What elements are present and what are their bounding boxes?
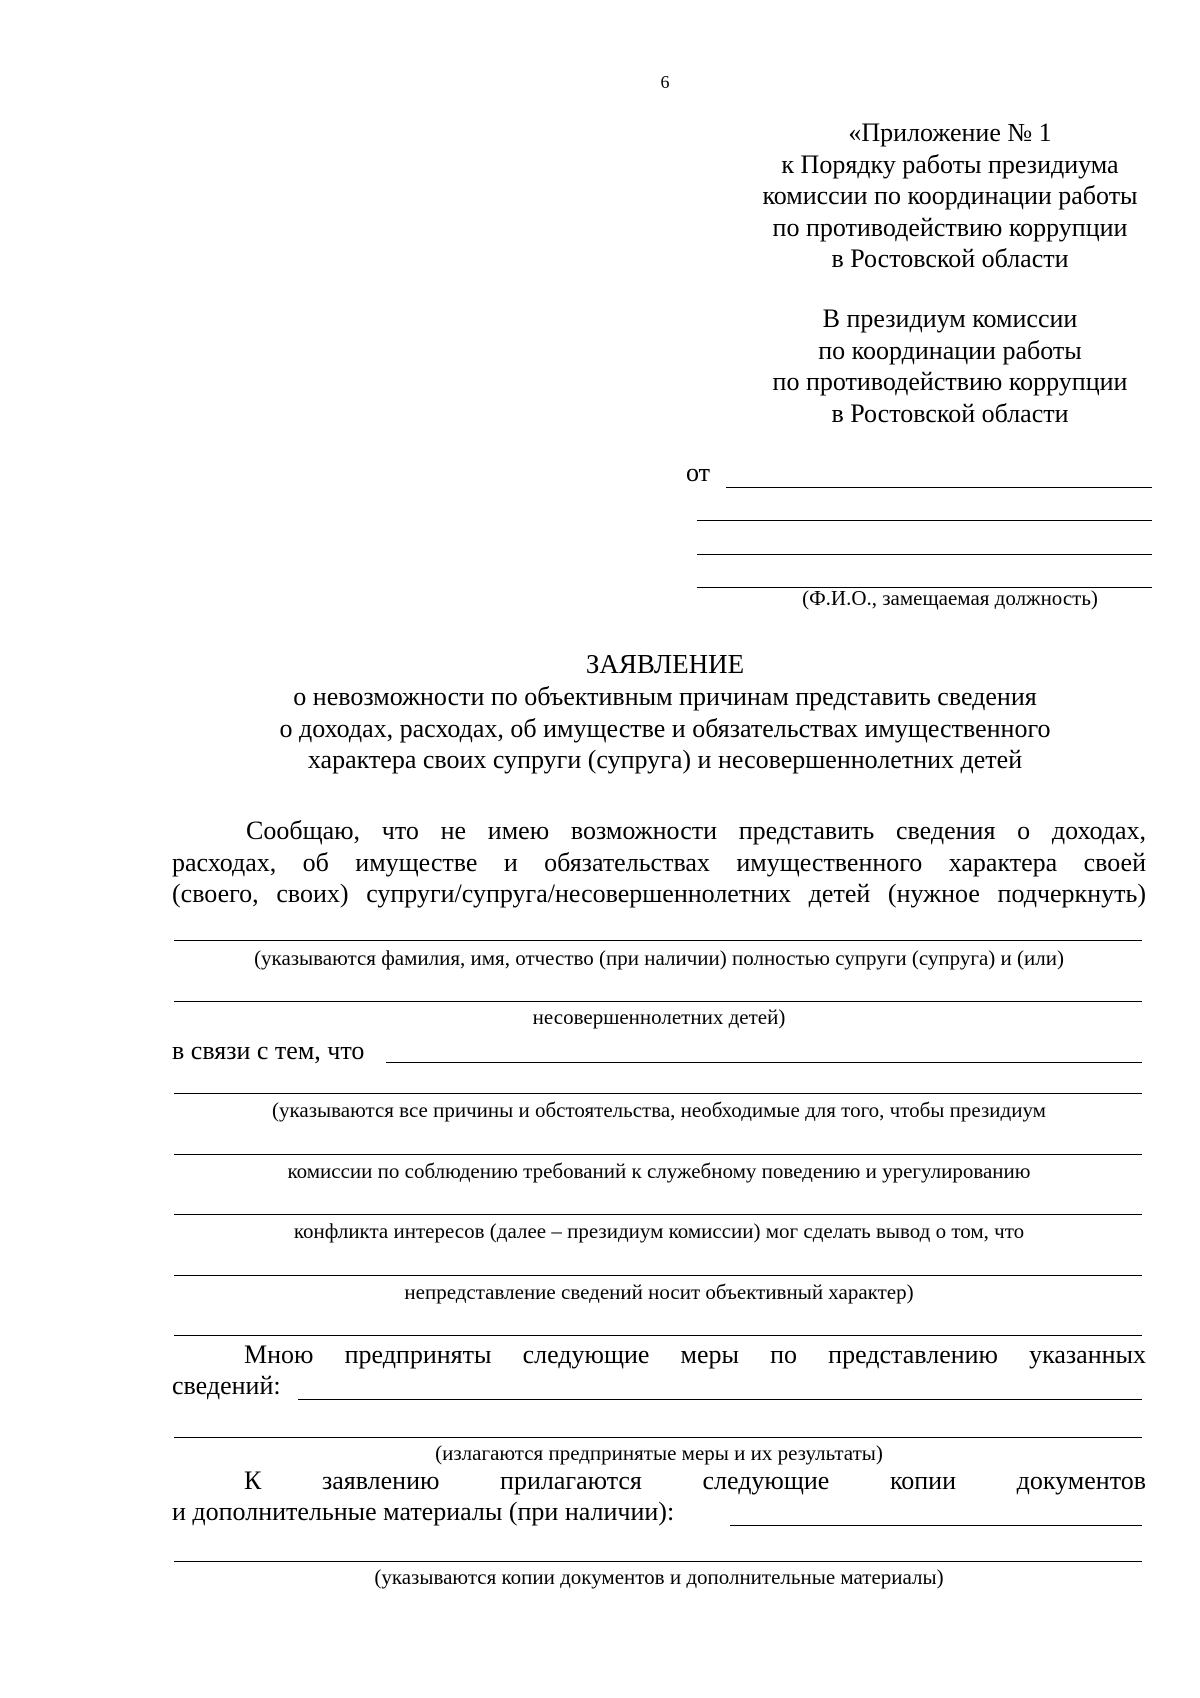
addressee-block	[700, 303, 1200, 429]
paragraph-line: (своего, своих) супруги/супруга/несовершеннолетних детей (нужное подчеркнуть)	[172, 879, 1146, 908]
measures-input-line[interactable]	[174, 1437, 1142, 1438]
appendix-header	[700, 117, 1200, 275]
measures-caption: (излагаются предпринятые меры и их результаты)	[435, 1441, 883, 1465]
addressee-line: в Ростовской области	[831, 398, 1069, 428]
attachments-paragraph	[172, 1465, 1146, 1497]
subtitle-line: о доходах, расходах, об имуществе и обязательствах имущественного	[279, 713, 1051, 743]
measures-paragraph	[172, 1339, 1146, 1371]
measures-label: сведений:	[172, 1371, 281, 1400]
page-number: 6	[660, 72, 670, 92]
measures-input-line[interactable]	[298, 1399, 1142, 1400]
appendix-line: к Порядку работы президиума	[781, 149, 1119, 179]
reason-input-line[interactable]	[174, 1214, 1142, 1215]
reason-input-line[interactable]	[174, 1154, 1142, 1155]
fio-input-line[interactable]	[726, 487, 1152, 488]
reason-caption: (указываются все причины и обстоятельства, необходимые для того, чтобы президиум	[272, 1098, 1046, 1122]
fio-input-line[interactable]	[697, 520, 1152, 521]
attachments-label: и дополнительные материалы (при наличии):	[172, 1497, 675, 1526]
addressee-line: по координации работы	[818, 335, 1082, 365]
appendix-line: по противодействию коррупции	[772, 212, 1128, 242]
family-input-line[interactable]	[174, 940, 1142, 941]
appendix-line: в Ростовской области	[831, 244, 1069, 273]
fio-input-line[interactable]	[697, 554, 1152, 555]
addressee-line: по противодействию коррупции	[772, 367, 1128, 396]
paragraph-line: расходах, об имуществе и обязательствах имущественного характера своей	[172, 847, 1146, 877]
family-input-line[interactable]	[174, 1001, 1142, 1002]
from-label: от	[686, 458, 711, 487]
document-subtitle	[170, 681, 1160, 776]
appendix-line: «Приложение № 1	[848, 118, 1052, 147]
reason-caption: непредставление сведений носит объективный характер)	[404, 1280, 914, 1304]
attachments-line: К заявлению прилагаются следующие копии документов	[244, 1466, 1146, 1495]
family-caption: несовершеннолетних детей)	[532, 1005, 786, 1029]
paragraph-line: Сообщаю, что не имею возможности представить сведения о доходах,	[246, 816, 1146, 845]
attachments-input-line[interactable]	[730, 1525, 1142, 1526]
subtitle-line: о невозможности по объективным причинам представить сведения	[293, 682, 1037, 711]
reason-caption: комиссии по соблюдению требований к служебному поведению и урегулированию	[287, 1159, 1031, 1183]
reason-input-line[interactable]	[174, 1093, 1142, 1094]
fio-caption: (Ф.И.О., замещаемая должность)	[802, 586, 1098, 610]
addressee-line: В президиум комиссии	[822, 304, 1078, 333]
reason-input-line[interactable]	[174, 1275, 1142, 1276]
appendix-line: комиссии по координации работы	[762, 181, 1138, 210]
attachments-input-line[interactable]	[174, 1561, 1142, 1562]
reason-input-line[interactable]	[174, 1335, 1142, 1336]
statement-paragraph	[172, 815, 1146, 910]
reason-input-line[interactable]	[386, 1062, 1142, 1063]
family-caption: (указываются фамилия, имя, отчество (при наличии) полностью супруги (супруга) и (или)	[254, 946, 1064, 970]
reason-label: в связи с тем, что	[172, 1036, 365, 1065]
reason-caption: конфликта интересов (далее – президиум комиссии) мог сделать вывод о том, что	[293, 1219, 1025, 1243]
subtitle-line: характера своих супруги (супруга) и несовершеннолетних детей	[307, 745, 1023, 774]
attachments-caption: (указываются копии документов и дополнительные материалы)	[374, 1565, 944, 1589]
measures-line: Мною предприняты следующие меры по представлению указанных	[244, 1340, 1146, 1369]
document-title: ЗАЯВЛЕНИЕ	[585, 649, 745, 679]
